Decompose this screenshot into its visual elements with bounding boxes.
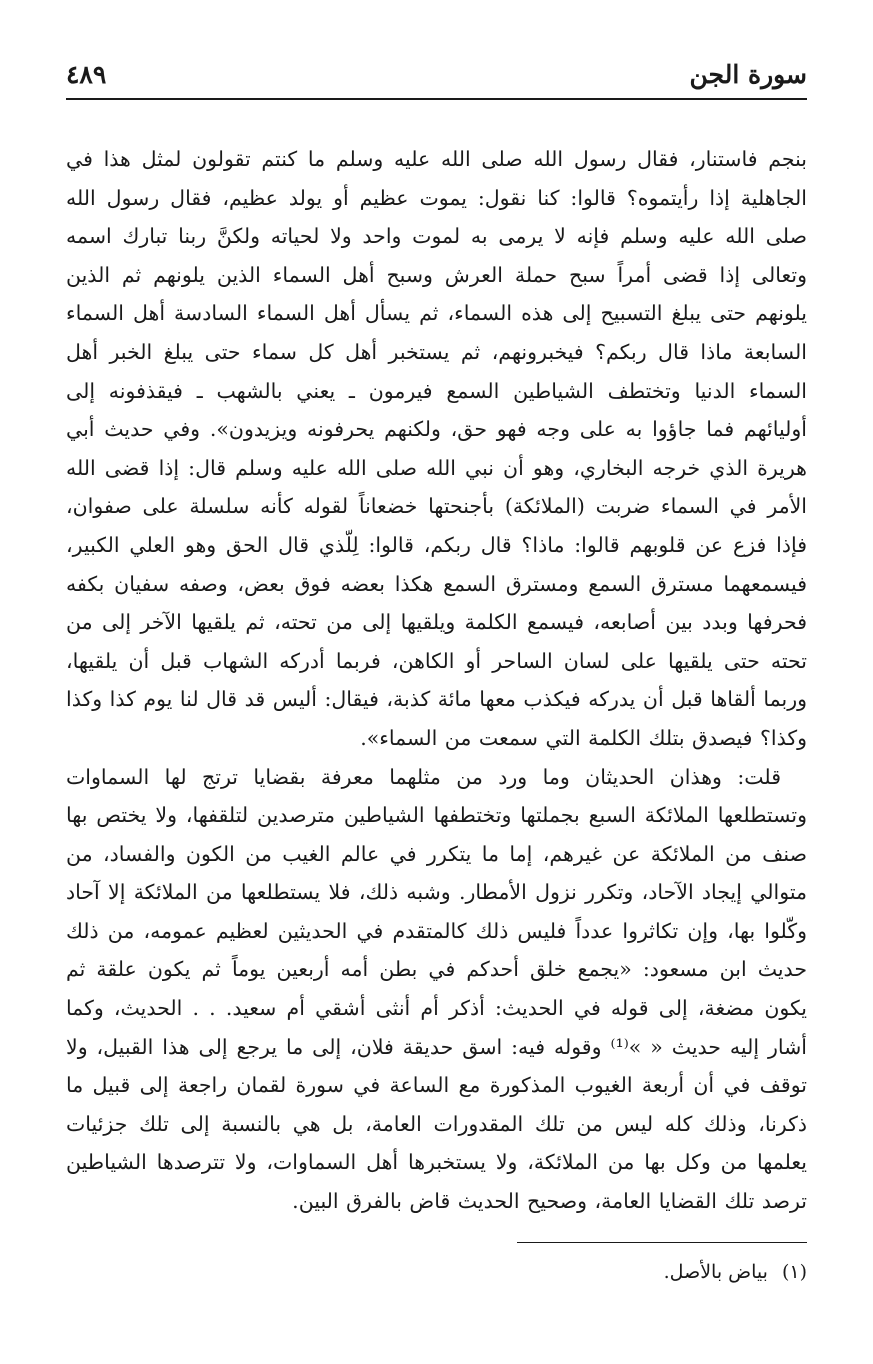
surah-title: سورة الجن bbox=[689, 60, 807, 89]
footnote bbox=[66, 1255, 807, 1289]
footnote-divider bbox=[517, 1242, 807, 1243]
paragraph-commentary: قلت: وهذان الحديثان وما ورد من مثلهما معرفة بقضايا ترتج لها السماوات وتستطلعها الملائكة السبع بجملتها وتختطفها الشياطين مترصدين لتلقفها، ولا يختص بها صنف من الملائكة عن غيرهم، إما ما يتكرر في عالم الغيب من الكون والفساد، من متوالي إيجاد الآحاد، وتكرر نزول الأمطار. وشبه ذلك، فلا يستطلعها من الملائكة إلا آحاد وكّلوا بها، وإن تكاثروا عدداً فليس ذلك كالمتقدم في الحديثين لعظيم عمومه، من ذلك حديث ابن مسعود: «يجمع خلق أحدكم في بطن أمه أربعين يوماً ثم يكون علقة ثم يكون مضغة، إلى قوله في الحديث: أذكر أم أنثى أشقي أم سعيد. . . الحديث، وكما أشار إليه حديث « »⁽¹⁾ وقوله فيه: اسق حديقة فلان، إلى ما يرجع إلى هذا القبيل، ولا توقف في أن أربعة الغيوب المذكورة مع الساعة في سورة لقمان راجعة إلى قبيل ما ذكرنا، وذلك كله ليس من تلك المقدورات العامة، بل هي بالنسبة إلى تلك جزئيات يعلمها من وكل بها من الملائكة، ولا يستخبرها أهل السماوات، ولا تترصدها الشياطين ترصد تلك القضايا العامة، وصحيح الحديث قاض بالفرق البين. bbox=[66, 764, 807, 1214]
page-header bbox=[66, 52, 807, 92]
page-number: ٤٨٩ bbox=[66, 60, 107, 89]
header-divider bbox=[66, 98, 807, 100]
footnote-number: (١) bbox=[781, 1261, 807, 1283]
paragraph-hadith: بنجم فاستنار، فقال رسول الله صلى الله عليه وسلم ما كنتم تقولون لمثل هذا في الجاهلية إذا رأيتموه؟ قالوا: كنا نقول: يموت عظيم أو يولد عظيم، فقال رسول الله صلى الله عليه وسلم فإنه لا يرمى به لموت واحد ولا لحياته ولكنَّ ربنا تبارك اسمه وتعالى إذا قضى أمراً سبح حملة العرش وسبح أهل السماء الذين يلونهم ثم الذين يلونهم حتى يبلغ التسبيح إلى هذه السماء، ثم يسأل أهل السماء السادسة أهل السماء السابعة ماذا قال ربكم؟ فيخبرونهم، ثم يستخبر أهل كل سماء حتى يبلغ الخبر أهل السماء الدنيا وتختطف الشياطين السمع فيرمون ـ يعني بالشهب ـ فيقذفونه إلى أوليائهم فما جاؤوا به على وجه فهو حق، ولكنهم يحرفونه ويزيدون». وفي حديث أبي هريرة الذي خرجه البخاري، وهو أن نبي الله صلى الله عليه وسلم قال: إذا قضى الله الأمر في السماء ضربت (الملائكة) بأجنحتها خضعاناً لقوله كأنه سلسلة على صفوان، فإذا فزع عن قلوبهم قالوا: ماذا؟ قال ربكم، قالوا: لِلّذي قال الحق وهو العلي الكبير، فيسمعهما مسترق السمع ومسترق السمع هكذا بعضه فوق بعض، وصفه سفيان بكفه فحرفها وبدد بين أصابعه، فيسمع الكلمة ويلقيها إلى من تحته، ثم يلقيها الآخر إلى من تحته حتى يلقيها على لسان الساحر أو الكاهن، فربما أدركه الشهاب قبل أن يلقيها، وربما ألقاها قبل أن يدركه فيكذب معها مائة كذبة، فيقال: أليس قد قال لنا يوم كذا وكذا وكذا؟ فيصدق بتلك الكلمة التي سمعت من السماء». bbox=[66, 147, 807, 750]
footnote-text: بياض بالأصل. bbox=[663, 1261, 768, 1283]
main-text bbox=[66, 140, 807, 1221]
